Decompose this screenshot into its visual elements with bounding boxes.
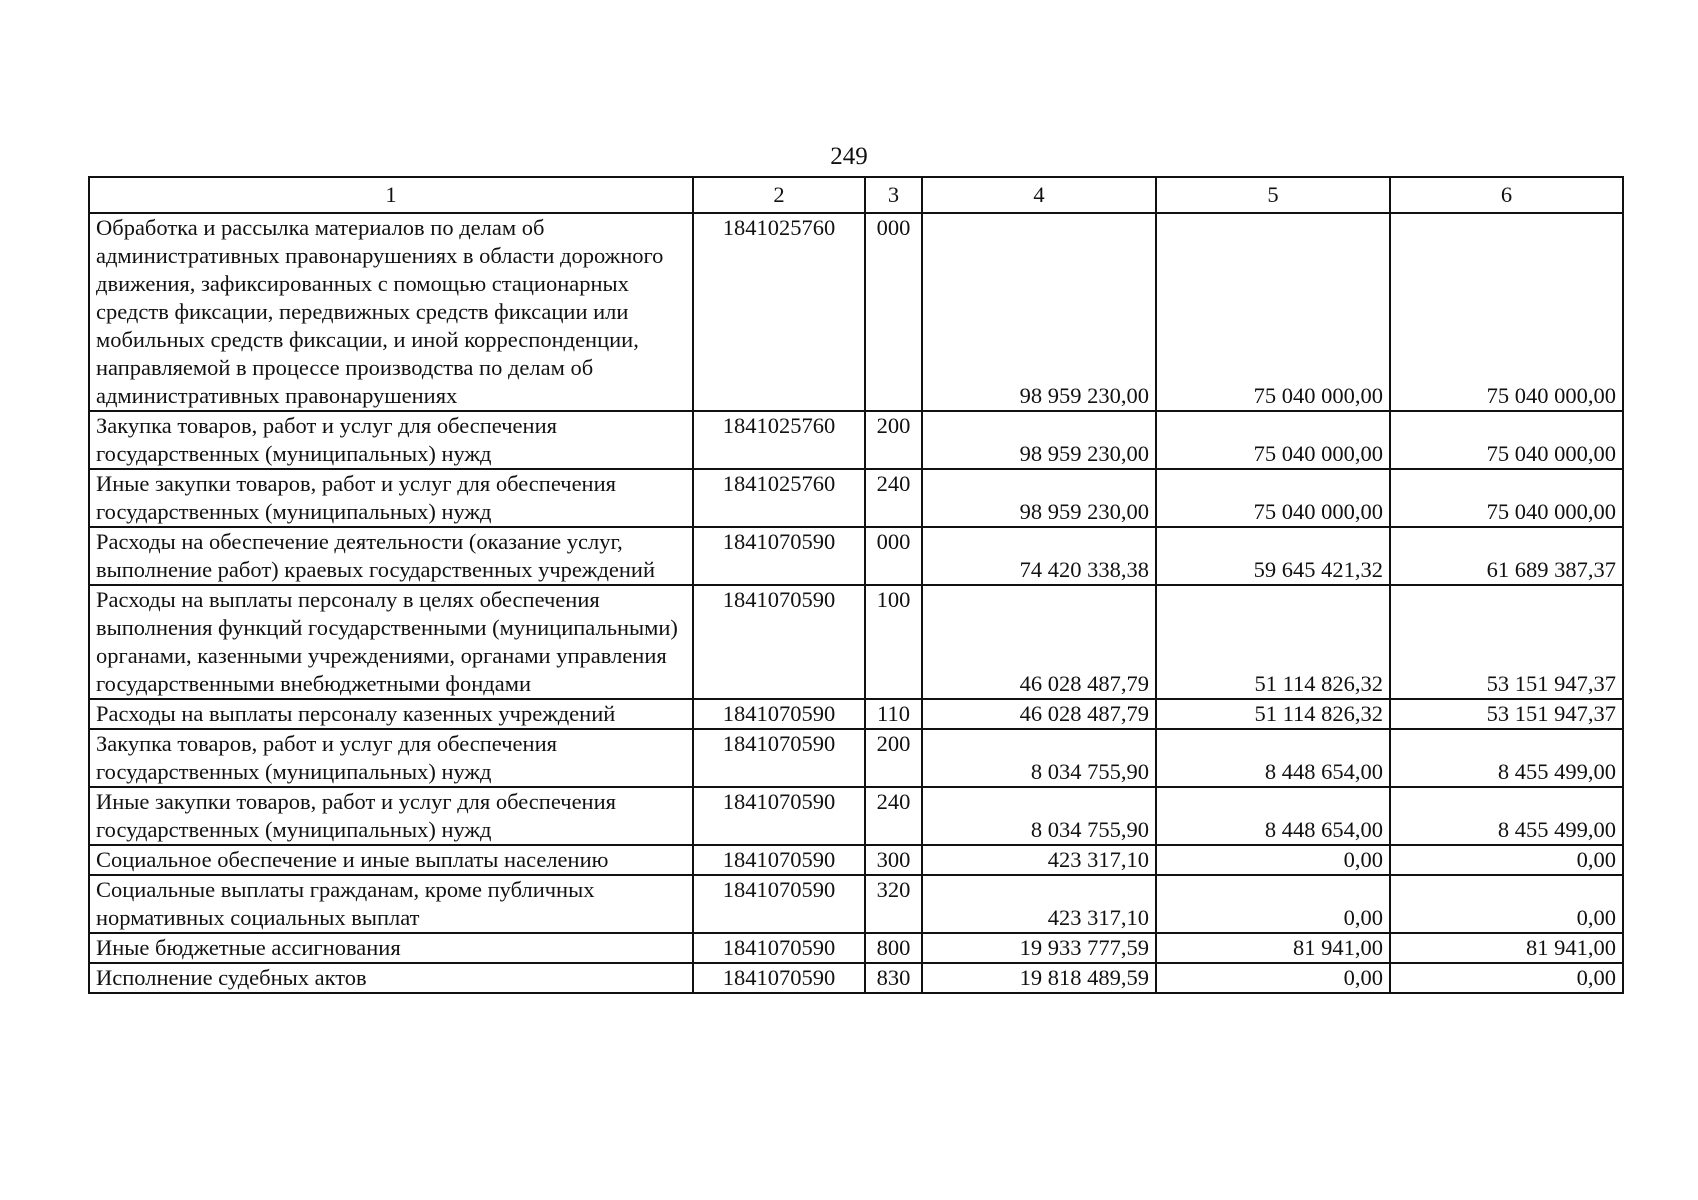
column-header-3: 3 [865,177,922,213]
table-row [89,729,1623,787]
table-row [89,585,1623,699]
amount-col-4: 423 317,10 [922,875,1156,933]
target-code: 1841070590 [693,787,865,845]
amount-col-6: 8 455 499,00 [1390,787,1623,845]
page-number: 249 [830,143,868,170]
amount-col-5: 51 114 826,32 [1156,585,1390,699]
target-code: 1841070590 [693,585,865,699]
target-code: 1841070590 [693,933,865,963]
amount-col-5: 59 645 421,32 [1156,527,1390,585]
amount-col-4: 98 959 230,00 [922,411,1156,469]
amount-col-4: 46 028 487,79 [922,699,1156,729]
target-code: 1841070590 [693,527,865,585]
target-code: 1841070590 [693,699,865,729]
expense-name: Расходы на выплаты персоналу казенных учреждений [89,699,693,729]
table-row [89,963,1623,993]
expense-name: Социальные выплаты гражданам, кроме публичных нормативных социальных выплат [89,875,693,933]
amount-col-4: 19 933 777,59 [922,933,1156,963]
target-code: 1841025760 [693,411,865,469]
amount-col-4: 46 028 487,79 [922,585,1156,699]
budget-table [88,176,1624,994]
amount-col-5: 75 040 000,00 [1156,469,1390,527]
expense-name: Иные закупки товаров, работ и услуг для обеспечения государственных (муниципальных) нужд [89,469,693,527]
amount-col-6: 0,00 [1390,963,1623,993]
amount-col-4: 74 420 338,38 [922,527,1156,585]
expense-type-code: 000 [865,213,922,411]
table-row [89,699,1623,729]
amount-col-5: 8 448 654,00 [1156,787,1390,845]
expense-name: Закупка товаров, работ и услуг для обеспечения государственных (муниципальных) нужд [89,411,693,469]
column-header-4: 4 [922,177,1156,213]
expense-type-code: 200 [865,411,922,469]
amount-col-4: 98 959 230,00 [922,213,1156,411]
amount-col-6: 75 040 000,00 [1390,469,1623,527]
amount-col-5: 51 114 826,32 [1156,699,1390,729]
expense-name: Социальное обеспечение и иные выплаты населению [89,845,693,875]
table-row [89,933,1623,963]
expense-type-code: 110 [865,699,922,729]
expense-type-code: 000 [865,527,922,585]
amount-col-6: 53 151 947,37 [1390,699,1623,729]
expense-type-code: 100 [865,585,922,699]
amount-col-5: 0,00 [1156,875,1390,933]
expense-name: Расходы на выплаты персоналу в целях обеспечения выполнения функций государственными (муниципальными) органами, казенными учреждениями, органами управления государственными внебюджетными фондами [89,585,693,699]
expense-name: Расходы на обеспечение деятельности (оказание услуг, выполнение работ) краевых государственных учреждений [89,527,693,585]
amount-col-6: 81 941,00 [1390,933,1623,963]
amount-col-5: 0,00 [1156,845,1390,875]
expense-name: Закупка товаров, работ и услуг для обеспечения государственных (муниципальных) нужд [89,729,693,787]
expense-type-code: 320 [865,875,922,933]
expense-name: Иные бюджетные ассигнования [89,933,693,963]
expense-type-code: 240 [865,469,922,527]
amount-col-4: 19 818 489,59 [922,963,1156,993]
amount-col-6: 61 689 387,37 [1390,527,1623,585]
amount-col-6: 0,00 [1390,845,1623,875]
column-header-5: 5 [1156,177,1390,213]
table-row [89,527,1623,585]
amount-col-6: 8 455 499,00 [1390,729,1623,787]
table-row [89,787,1623,845]
expense-type-code: 300 [865,845,922,875]
expense-type-code: 240 [865,787,922,845]
amount-col-6: 75 040 000,00 [1390,411,1623,469]
amount-col-5: 0,00 [1156,963,1390,993]
expense-name: Иные закупки товаров, работ и услуг для обеспечения государственных (муниципальных) нужд [89,787,693,845]
table-row [89,469,1623,527]
target-code: 1841070590 [693,845,865,875]
target-code: 1841070590 [693,729,865,787]
column-header-2: 2 [693,177,865,213]
amount-col-6: 53 151 947,37 [1390,585,1623,699]
header-row [89,177,1623,213]
expense-type-code: 830 [865,963,922,993]
target-code: 1841025760 [693,213,865,411]
amount-col-4: 8 034 755,90 [922,787,1156,845]
expense-name: Обработка и рассылка материалов по делам об административных правонарушениях в области дорожного движения, зафиксированных с помощью стационарных средств фиксации, передвижных средств фиксации или мобильных средств фиксации, и иной корреспонденции, направляемой в процессе производства по делам об административных правонарушениях [89,213,693,411]
expense-name: Исполнение судебных актов [89,963,693,993]
amount-col-6: 75 040 000,00 [1390,213,1623,411]
table-row [89,845,1623,875]
expense-type-code: 800 [865,933,922,963]
table-row [89,213,1623,411]
target-code: 1841070590 [693,963,865,993]
amount-col-4: 98 959 230,00 [922,469,1156,527]
amount-col-4: 8 034 755,90 [922,729,1156,787]
target-code: 1841070590 [693,875,865,933]
table-row [89,875,1623,933]
amount-col-5: 8 448 654,00 [1156,729,1390,787]
amount-col-5: 81 941,00 [1156,933,1390,963]
table-row [89,411,1623,469]
column-header-1: 1 [89,177,693,213]
column-header-6: 6 [1390,177,1623,213]
expense-type-code: 200 [865,729,922,787]
amount-col-6: 0,00 [1390,875,1623,933]
amount-col-5: 75 040 000,00 [1156,213,1390,411]
target-code: 1841025760 [693,469,865,527]
amount-col-5: 75 040 000,00 [1156,411,1390,469]
amount-col-4: 423 317,10 [922,845,1156,875]
